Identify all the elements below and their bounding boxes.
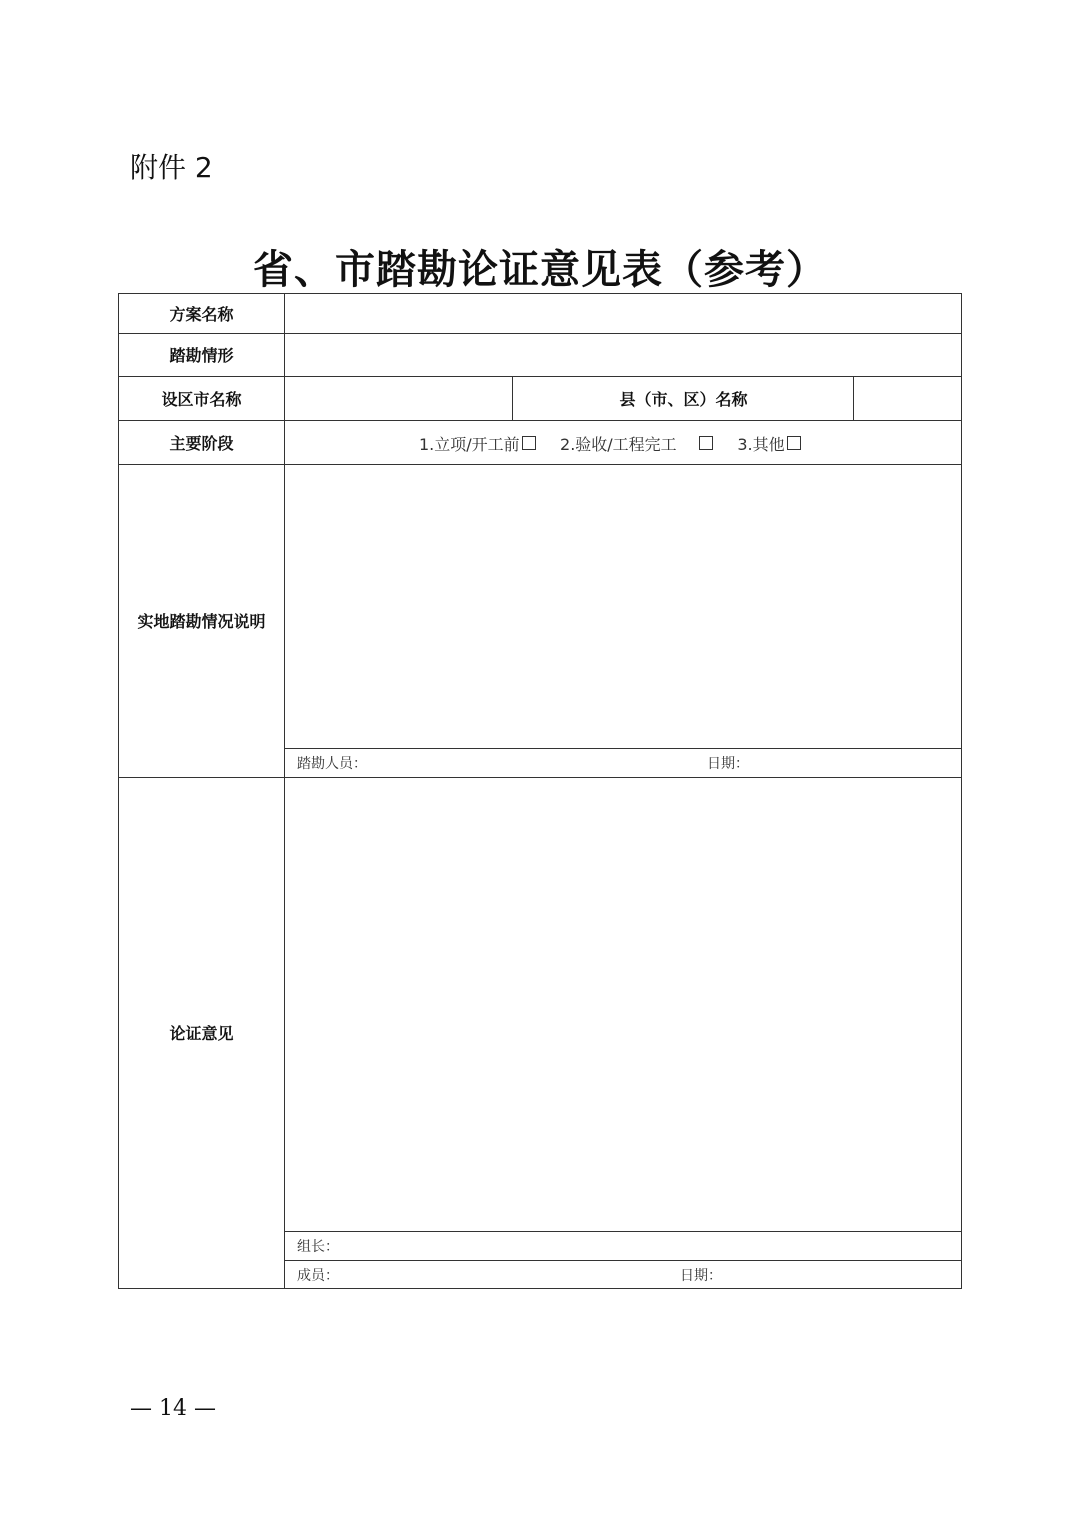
row-divider	[284, 1260, 961, 1261]
row-divider	[284, 1231, 961, 1232]
opinion-text-area[interactable]	[286, 778, 961, 1231]
stage-option-label: 2.验收/工程完工	[560, 434, 677, 454]
stage-option-checkbox[interactable]	[522, 436, 536, 450]
stage-option-checkbox[interactable]	[787, 436, 801, 450]
column-divider	[512, 376, 513, 420]
document-title: 省、市踏勘论证意见表（参考）	[253, 246, 827, 293]
plan-name-field[interactable]	[286, 294, 961, 333]
stage-option-checkbox[interactable]	[699, 436, 713, 450]
survey-status-field[interactable]	[286, 334, 961, 376]
column-divider	[853, 376, 854, 420]
page-number: — 14 —	[130, 1396, 216, 1421]
site-survey-text-area[interactable]	[286, 465, 961, 748]
site-survey-label: 实地踏勘情况说明	[137, 612, 266, 631]
members-label: 成员：	[297, 1268, 339, 1284]
county-name-field[interactable]	[855, 377, 961, 420]
leader-label: 组长：	[297, 1239, 339, 1255]
opinion-date-label: 日期：	[680, 1268, 722, 1284]
survey-personnel-label: 踏勘人员：	[297, 756, 367, 772]
stage-option-label: 1.立项/开工前	[419, 434, 520, 454]
survey-date-label: 日期：	[707, 756, 749, 772]
opinion-label: 论证意见	[169, 1024, 234, 1043]
survey-opinion-form	[118, 293, 962, 1289]
stage-option-label: 3.其他	[737, 434, 785, 454]
city-name-field[interactable]	[286, 377, 512, 420]
stage-label: 主要阶段	[169, 433, 234, 453]
city-name-label: 设区市名称	[161, 389, 242, 409]
county-name-label: 县（市、区）名称	[619, 389, 748, 409]
attachment-label: 附件 2	[130, 151, 213, 184]
column-divider	[284, 294, 285, 1288]
stage-options	[419, 421, 839, 465]
plan-name-label: 方案名称	[169, 305, 234, 324]
row-divider	[284, 748, 961, 749]
survey-status-label: 踏勘情形	[169, 346, 234, 365]
